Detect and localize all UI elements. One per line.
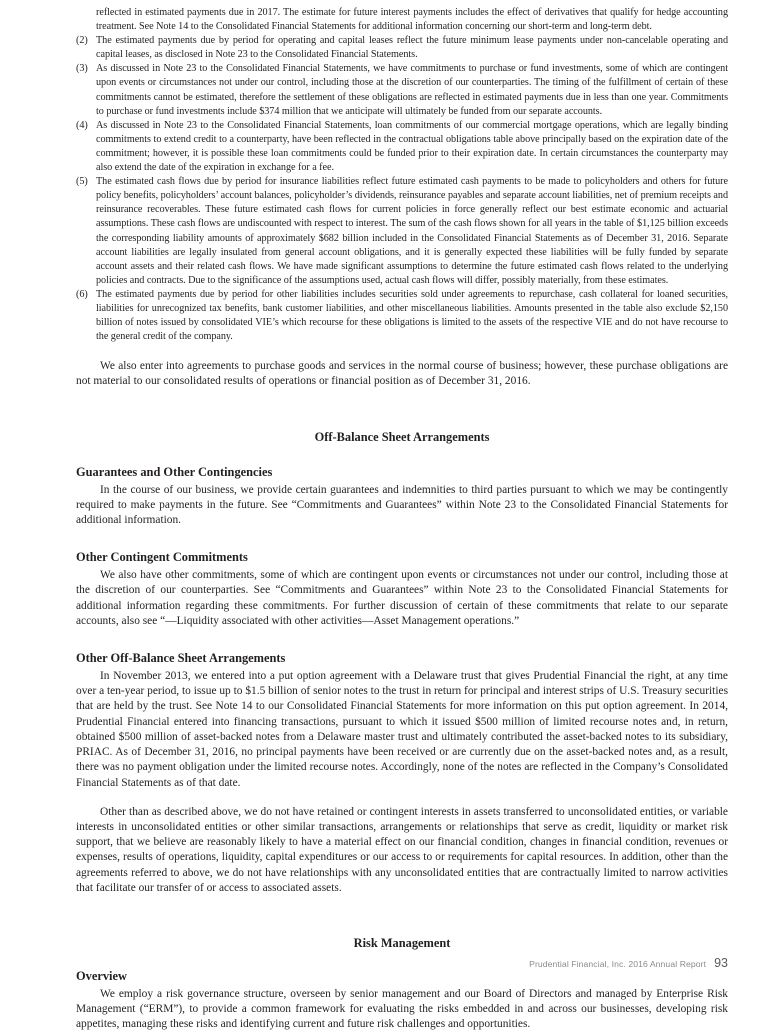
other-off-balance-heading: Other Off-Balance Sheet Arrangements: [76, 651, 286, 666]
annual-report-label: Prudential Financial, Inc. 2016 Annual Report: [529, 959, 707, 969]
page-footer: [529, 956, 728, 970]
footnote-text: The estimated payments due by period for other liabilities includes securities sold under agreements to repurchase, cash collateral for loaned securities, liabilities for unrecognized tax benefits, bank customer liabilities, and other miscellaneous liabilities. Amounts presented in the table also exclude $2,150 billion of notes issued by consolidated VIE’s which recourse for these obligations is limited to the assets of the respective VIE and do not have recourse to the general credit of the company.: [96, 288, 728, 343]
footnote-text: The estimated payments due by period for operating and capital leases reflect the future minimum lease payments under non-cancelable operating and capital leases, as disclosed in Note 23 to the Consolidated Financial Statements.: [96, 35, 728, 61]
footnote-number: (3): [76, 63, 88, 75]
footnote-number: (5): [76, 176, 88, 188]
footnote-1-continued: [76, 6, 728, 34]
contingent-commitments-paragraph: We also have other commitments, some of which are contingent upon events or circumstances not under our control, including those at the discretion of our counterparties. See “Commitments and Guarantees” within Note 23 to the Consolidated Financial Statements for additional information regarding these commitments. For further discussion of certain of these commitments that relate to our separate accounts, also see “—Liquidity associated with other activities—Asset Management operations.”: [76, 569, 728, 627]
footnote-5: [76, 175, 728, 288]
footnote-text: As discussed in Note 23 to the Consolidated Financial Statements, loan commitments of our commercial mortgage operations, which are legally binding commitments to extend credit to a counterparty, have been reflected in the contractual obligations table above principally based on the expiration date of the commitment; however, it is possible these loan commitments could be funded prior to their expiration date. In certain circumstances the counterparty may also extend the date of the expiration in exchange for a fee.: [96, 119, 728, 174]
document-page: [76, 6, 728, 1033]
guarantees-heading: Guarantees and Other Contingencies: [76, 464, 273, 479]
footnote-6: [76, 288, 728, 344]
overview-heading: Overview: [76, 968, 127, 983]
page-number: 93: [714, 956, 728, 970]
footnote-number: (2): [76, 35, 88, 47]
footnotes-list: [76, 6, 728, 344]
footnote-text: reflected in estimated payments due in 2017. The estimate for future interest payments includes the effect of derivatives that qualify for hedge accounting treatment. See Note 14 to the Consolidated Financial Statements for additional information concerning our short-term and long-term debt.: [96, 7, 728, 33]
footnote-number: (6): [76, 288, 88, 300]
footnote-number: (4): [76, 119, 88, 131]
footnote-4: [76, 119, 728, 175]
guarantees-paragraph: In the course of our business, we provide certain guarantees and indemnities to third parties pursuant to which we may be contingently required to make payments in the future. See “Commitments and Guarantees” within Note 23 to the Consolidated Financial Statements for additional information.: [76, 483, 728, 527]
risk-management-section-title: Risk Management: [353, 935, 451, 950]
overview-paragraph: We employ a risk governance structure, overseen by senior management and our Board of Directors and managed by Enterprise Risk Management (“ERM”), to provide a common framework for evaluating the risks embedded in and across our businesses, developing risk appetites, managing these risks and identifying current and future risk challenges and opportunities.: [76, 987, 728, 1031]
off-balance-section-title: Off-Balance Sheet Arrangements: [314, 429, 490, 444]
footnote-text: As discussed in Note 23 to the Consolidated Financial Statements, we have commitments to purchase or fund investments, some of which are contingent upon events or circumstances not under our control, including those at the discretion of our counterparties. The timing of the fulfillment of certain of these commitments cannot be estimated, therefore the settlement of these obligations are reflected in estimated payments due in less than one year. Commitments to purchase or fund investments include $374 million that we anticipate will ultimately be funded from our separate accounts.: [96, 63, 728, 117]
footnote-text: The estimated cash flows due by period for insurance liabilities reflect future estimated cash payments to be made to policyholders and others for future policy benefits, policyholders’ account balances, policyholder’s dividends, reinsurance payables and separate account liabilities, net of premium receipts and reinsurance recoverables. These future estimated cash flows for current policies in force generally reflect our best estimate economic and actuarial assumptions. These cash flows are undiscounted with respect to interest. The sum of the cash flows shown for all years in the table of $1,125 billion exceeds the corresponding liability amounts of approximately $682 billion included in the Consolidated Financial Statements as of December 31, 2016. Separate account liabilities are legally insulated from general account obligations, and it is generally expected these liabilities will be fully funded by separate account assets and their related cash flows. We have made significant assumptions to determine the future estimated cash flows related to the underlying policies and contracts. Due to the significance of the assumptions used, actual cash flows will differ, possibly materially, from these estimates.: [96, 176, 728, 286]
footnote-2: [76, 34, 728, 62]
put-option-paragraph: In November 2013, we entered into a put option agreement with a Delaware trust that gives Prudential Financial the right, at any time over a ten-year period, to issue up to $1.5 billion of senior notes to the trust in return for principal and interest strips of U.S. Treasury securities that are held by the trust. See Note 14 to our Consolidated Financial Statements for more information on this put option agreement. In 2014, Prudential Financial entered into financing transactions, pursuant to which it issued $500 million of limited recourse notes and, in return, obtained $500 million of asset-backed notes from a Delaware master trust and ultimately contributed the asset-backed notes to its subsidiary, PRIAC. As of December 31, 2016, no principal payments have been received or are currently due on the asset-backed notes and, as a result, there was no payment obligation under the limited recourse notes. Accordingly, none of the notes are reflected in the Company’s Consolidated Financial Statements as of that date.: [76, 670, 728, 789]
contingent-commitments-heading: Other Contingent Commitments: [76, 550, 248, 565]
no-retained-interests-paragraph: Other than as described above, we do not have retained or contingent interests in assets transferred to unconsolidated entities, or variable interests in unconsolidated entities or other similar transactions, arrangements or relationships that serve as credit, liquidity or market risk support, that we believe are reasonably likely to have a material effect on our financial condition, changes in financial condition, revenues or expenses, results of operations, liquidity, capital expenditures or our access to or requirements for capital resources. In addition, other than the agreements referred to above, we do not have relationships with any unconsolidated entities that are contractually limited to narrow activities that facilitate our transfer of or access to associated assets.: [76, 805, 728, 894]
footnote-3: [76, 62, 728, 118]
purchase-obligations-paragraph: We also enter into agreements to purchase goods and services in the normal course of business; however, these purchase obligations are not material to our consolidated results of operations or financial position as of December 31, 2016.: [76, 360, 728, 388]
